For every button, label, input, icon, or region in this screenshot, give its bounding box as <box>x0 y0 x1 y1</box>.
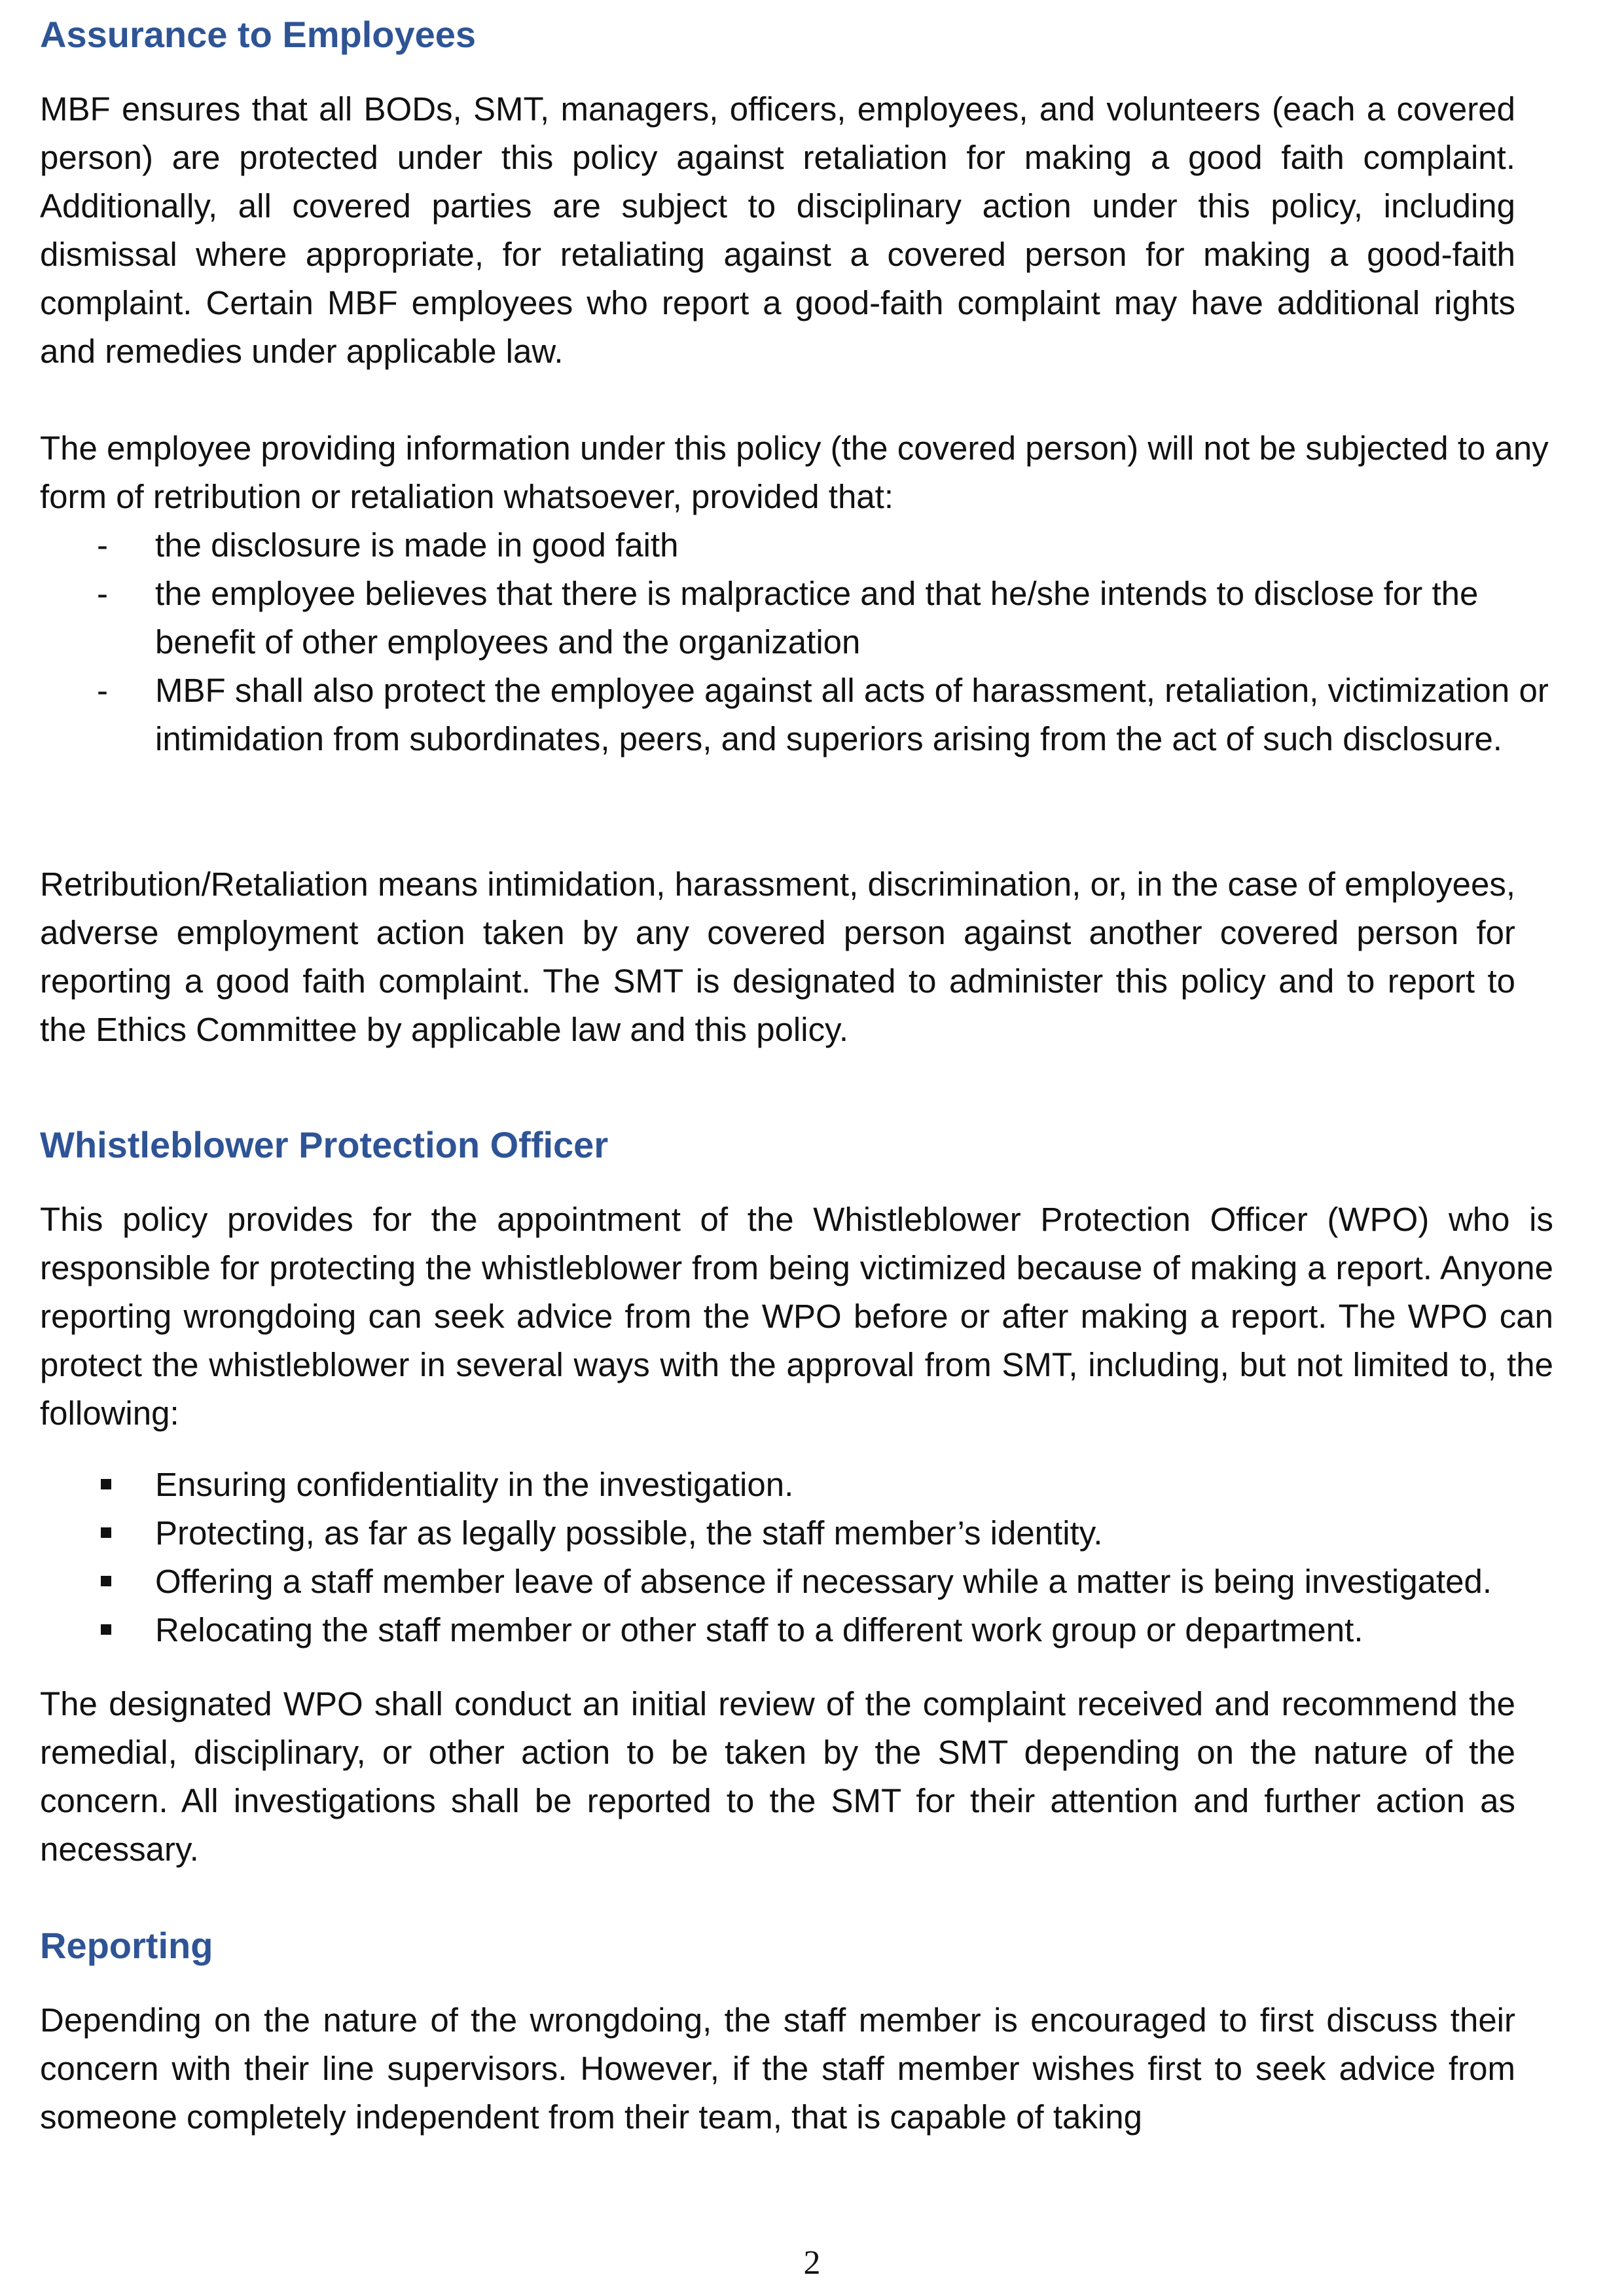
measure-text: Protecting, as far as legally possible, the staff member’s identity. <box>155 1514 1103 1552</box>
condition-text: the employee believes that there is malpractice and that he/she intends to disclose for the benefit of other employees and the organization <box>155 575 1479 661</box>
page-number: 2 <box>803 2244 821 2282</box>
paragraph-wpo: This policy provides for the appointment of the Whistleblower Protection Officer (WPO) who is responsible for protecting the whistleblower from being victimized because of making a report. Anyone reporting wrongdoing can seek advice from the WPO before or after making a report. The WPO can protect the whistleblower in several ways with the approval from SMT, including, but not limited to, the following: <box>40 1201 1553 1432</box>
measure-text: Relocating the staff member or other staff to a different work group or department. <box>155 1611 1363 1649</box>
condition-text: MBF shall also protect the employee against all acts of harassment, retaliation, victimization or intimidation from subordinates, peers, and superiors arising from the act of such disclosure. <box>155 672 1549 757</box>
list-item <box>40 1606 1553 1654</box>
heading-assurance-to-employees: Assurance to Employees <box>40 14 477 55</box>
dash-bullet: - <box>97 672 108 709</box>
paragraph-assurance: MBF ensures that all BODs, SMT, managers, officers, employees, and volunteers (each a covered person) are protected under this policy against retaliation for making a good faith complaint. Additionally, all covered parties are subject to disciplinary action under this policy, including dismissal where appropriate, for retaliating against a covered person for making a good-faith complaint. Certain MBF employees who report a good-faith complaint may have additional rights and remedies under applicable law. <box>40 90 1515 370</box>
square-bullet-icon <box>101 1479 111 1489</box>
list-item <box>40 521 1553 570</box>
protection-measures-list <box>40 1461 1553 1654</box>
dash-bullet: - <box>97 575 108 612</box>
list-item <box>40 1461 1553 1509</box>
square-bullet-icon <box>101 1624 111 1635</box>
condition-text: the disclosure is made in good faith <box>155 526 679 564</box>
list-item <box>40 570 1553 666</box>
dash-bullet: - <box>97 526 108 564</box>
paragraph-retribution-definition: Retribution/Retaliation means intimidation, harassment, discrimination, or, in the case of employees, adverse employment action taken by any covered person against another covered person for reporting a good faith complaint. The SMT is designated to administer this policy and to report to the Ethics Committee by applicable law and this policy. <box>40 866 1515 1048</box>
paragraph-employee-protection: The employee providing information under this policy (the covered person) will not be subjected to any form of retribution or retaliation whatsoever, provided that: <box>40 429 1549 515</box>
conditions-list <box>40 521 1553 763</box>
list-item <box>40 1509 1553 1558</box>
heading-reporting: Reporting <box>40 1925 213 1966</box>
list-item <box>40 1558 1553 1606</box>
square-bullet-icon <box>101 1576 111 1586</box>
measure-text: Ensuring confidentiality in the investigation. <box>155 1466 794 1503</box>
list-item <box>40 666 1553 763</box>
paragraph-wpo-review: The designated WPO shall conduct an initial review of the complaint received and recommend the remedial, disciplinary, or other action to be taken by the SMT depending on the nature of the concern. All investigations shall be reported to the SMT for their attention and further action as necessary. <box>40 1685 1515 1868</box>
heading-whistleblower-protection-officer: Whistleblower Protection Officer <box>40 1124 609 1165</box>
paragraph-reporting: Depending on the nature of the wrongdoing, the staff member is encouraged to first discuss their concern with their line supervisors. However, if the staff member wishes first to seek advice from someone completely independent from their team, that is capable of taking <box>40 2001 1515 2136</box>
measure-text: Offering a staff member leave of absence if necessary while a matter is being investigated. <box>155 1563 1492 1600</box>
square-bullet-icon <box>101 1527 111 1538</box>
